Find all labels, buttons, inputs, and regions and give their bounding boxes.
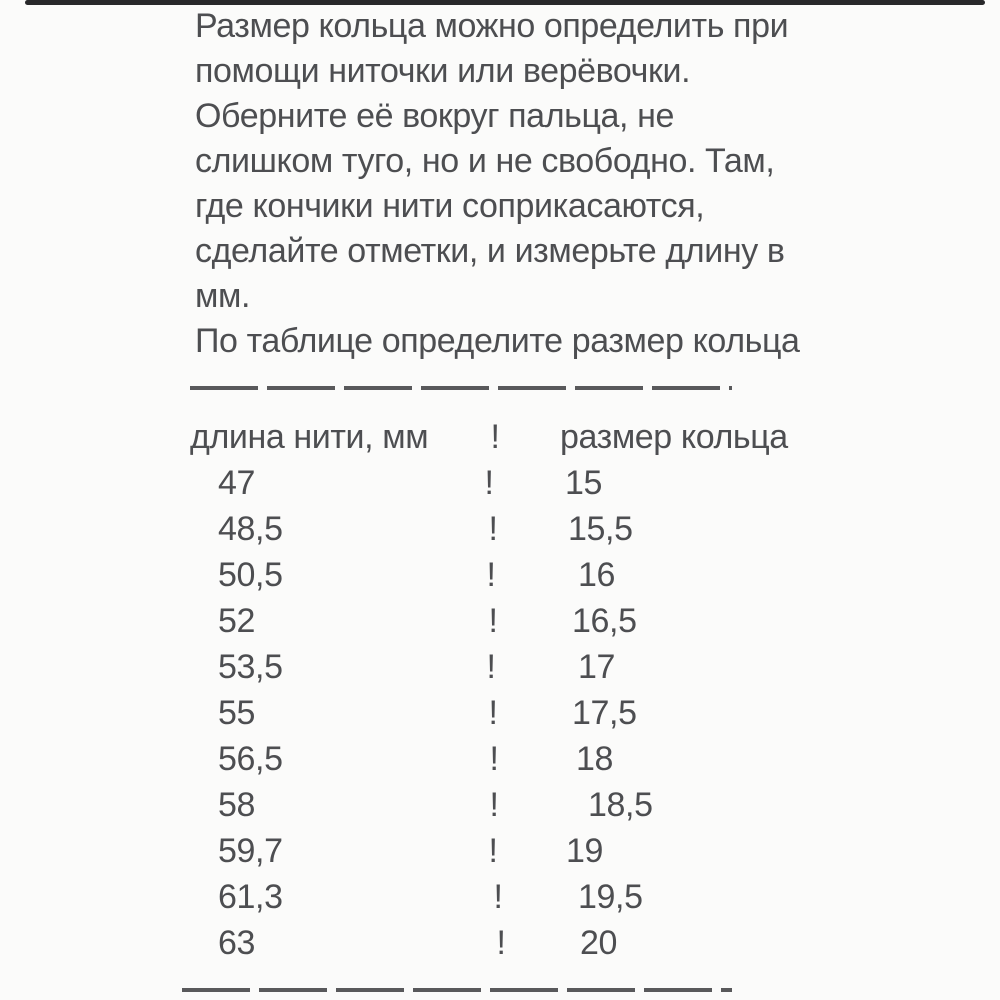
cell-separator: !: [488, 509, 498, 548]
column-header-separator: !: [490, 417, 500, 456]
cell-ring-size: 15: [565, 463, 603, 502]
cell-separator: !: [496, 923, 506, 962]
intro-text: [195, 4, 975, 364]
cell-thread-length: 48,5: [218, 509, 283, 548]
cell-ring-size: 17,5: [572, 693, 637, 732]
cell-separator: !: [488, 601, 498, 640]
intro-line: Оберните её вокруг пальца, не: [195, 97, 675, 135]
cell-ring-size: 19,5: [578, 877, 643, 916]
cell-separator: !: [488, 831, 498, 870]
intro-line: Размер кольца можно определить при: [195, 7, 789, 45]
cell-separator: !: [489, 785, 499, 824]
cell-separator: !: [493, 877, 503, 916]
cell-thread-length: 56,5: [218, 739, 283, 778]
table-row: [190, 874, 830, 920]
intro-line: помощи ниточки или верёвочки.: [195, 52, 691, 90]
cell-separator: !: [486, 647, 496, 686]
table-row: [190, 460, 830, 506]
intro-line: где кончики нити соприкасаются,: [195, 187, 705, 225]
cell-ring-size: 16: [578, 555, 616, 594]
table-row: [190, 644, 830, 690]
cell-ring-size: 20: [580, 923, 618, 962]
cell-thread-length: 53,5: [218, 647, 283, 686]
cell-ring-size: 19: [566, 831, 604, 870]
cell-ring-size: 18: [576, 739, 614, 778]
ring-size-table: [190, 414, 830, 966]
cell-separator: !: [484, 463, 494, 502]
intro-line: слишком туго, но и не свободно. Там,: [195, 142, 775, 180]
column-header-thread-length: длина нити, мм: [190, 417, 429, 456]
cell-separator: !: [488, 693, 498, 732]
cell-ring-size: 16,5: [572, 601, 637, 640]
cell-thread-length: 47: [218, 463, 256, 502]
cell-thread-length: 50,5: [218, 555, 283, 594]
cell-ring-size: 17: [578, 647, 616, 686]
cell-thread-length: 58: [218, 785, 256, 824]
table-header-row: [190, 414, 830, 460]
table-row: [190, 828, 830, 874]
table-row: [190, 506, 830, 552]
column-header-ring-size: размер кольца: [560, 417, 788, 456]
cell-thread-length: 55: [218, 693, 256, 732]
cell-thread-length: 52: [218, 601, 256, 640]
intro-line: сделайте отметки, и измерьте длину в: [195, 232, 785, 270]
intro-line: мм.: [195, 277, 250, 315]
cell-thread-length: 63: [218, 923, 256, 962]
table-row: [190, 552, 830, 598]
cell-separator: !: [486, 555, 496, 594]
cell-thread-length: 59,7: [218, 831, 283, 870]
table-row: [190, 690, 830, 736]
cell-separator: !: [489, 739, 499, 778]
dashed-divider-bottom: [182, 988, 732, 992]
table-row: [190, 736, 830, 782]
table-row: [190, 782, 830, 828]
table-row: [190, 920, 830, 966]
intro-line: По таблице определите размер кольца: [195, 322, 800, 360]
cell-ring-size: 15,5: [568, 509, 633, 548]
table-rows: [190, 460, 830, 966]
table-row: [190, 598, 830, 644]
cell-ring-size: 18,5: [588, 785, 653, 824]
cell-thread-length: 61,3: [218, 877, 283, 916]
dashed-divider-top: [190, 386, 732, 390]
